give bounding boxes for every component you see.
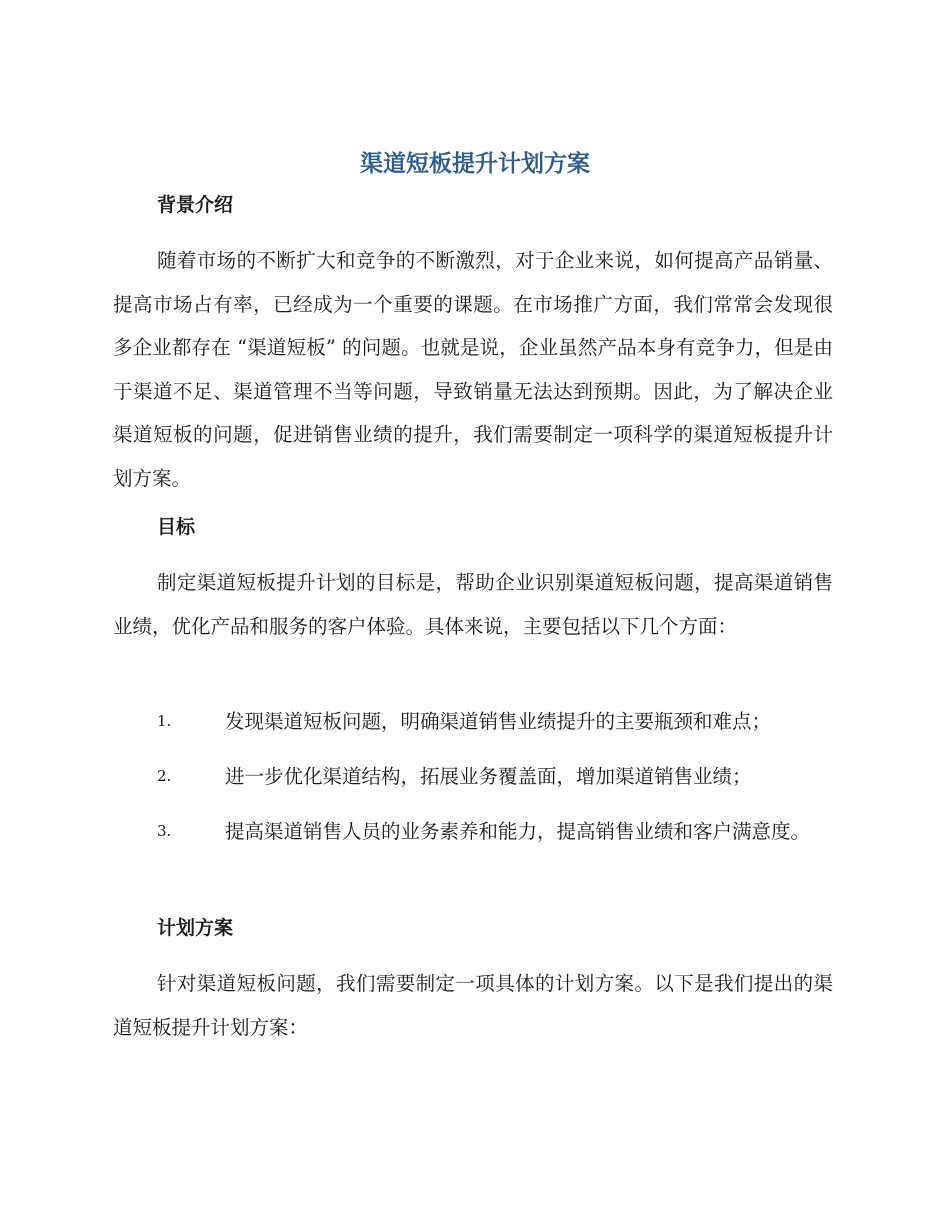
list-number: 3.	[157, 822, 172, 840]
list-text: 提高渠道销售人员的业务素养和能力，提高销售业绩和客户满意度。	[225, 820, 811, 843]
heading-plan: 计划方案	[157, 917, 234, 939]
list-item-2	[113, 755, 833, 799]
document-title: 渠道短板提升计划方案	[360, 151, 590, 177]
heading-goals: 目标	[157, 516, 196, 538]
list-item-1	[113, 700, 833, 744]
list-text: 发现渠道短板问题，明确渠道销售业绩提升的主要瓶颈和难点；	[225, 710, 772, 733]
paragraph-plan: 针对渠道短板问题，我们需要制定一项具体的计划方案。以下是我们提出的渠道短板提升计划方案：	[113, 972, 833, 1039]
paragraph-goals: 制定渠道短板提升计划的目标是，帮助企业识别渠道短板问题，提高渠道销售业绩，优化产品和服务的客户体验。具体来说，主要包括以下几个方面：	[113, 571, 833, 638]
list-number: 2.	[157, 767, 172, 785]
heading-background: 背景介绍	[157, 194, 234, 216]
list-number: 1.	[157, 712, 172, 730]
paragraph-background: 随着市场的不断扩大和竞争的不断激烈，对于企业来说，如何提高产品销量、提高市场占有率，已经成为一个重要的课题。在市场推广方面，我们常常会发现很多企业都存在 “渠道短板” 的问题。也就是说，企业虽然产品本身有竞争力，但是由于渠道不足、渠道管理不当等问题，导致销量无法达到预期。因此，为了解决企业渠道短板的问题，促进销售业绩的提升，我们需要制定一项科学的渠道短板提升计划方案。	[113, 249, 833, 490]
list-text: 进一步优化渠道结构，拓展业务覆盖面，增加渠道销售业绩；	[225, 765, 752, 788]
list-item-3	[113, 810, 833, 854]
